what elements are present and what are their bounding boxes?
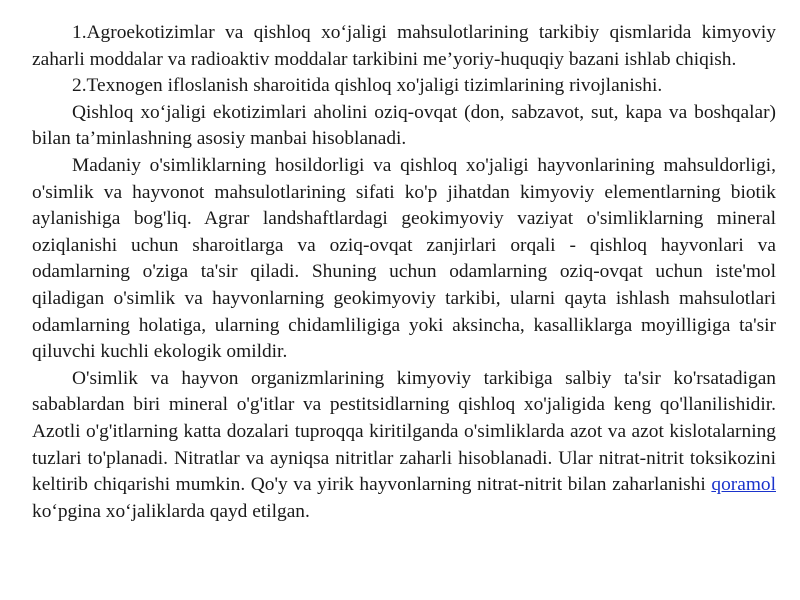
paragraph-1: 1.Agroekotizimlar va qishloq xo‘jaligi mahsulotlarining tarkibiy qismlarida kimyoviy zaharli moddalar va radioaktiv moddalar tarkibini me’yoriy-huquqiy bazani ishlab chiqish. — [32, 22, 776, 70]
paragraph-5-text: O'simlik va hayvon organizmlarining kimyoviy tarkibiga salbiy ta'sir ko'rsatadigan sabablardan biri mineral o'g'itlar va pestitsidlarning qishloq xo'jaligida keng qo'llanilishidir. Azotli o'g'itlarning katta dozalari tuproqqa kiritilganda o'simliklarda azot va azot kislotalarning tuzlari to'planadi. Nitratlar va ayniqsa nitritlar zaharli hisoblanadi. Ular nitrat-nitrit toksikozini keltirib chiqarishi mumkin. Qo'y va yirik hayvonlarning nitrat-nitrit bilan zaharlanishi — [32, 367, 776, 496]
paragraph-3: Qishloq xo‘jaligi ekotizimlari aholini oziq-ovqat (don, sabzavot, sut, kapa va boshqalar) bilan ta’minlashning asosiy manbai hisoblanadi. — [32, 101, 776, 150]
paragraph-5 — [32, 366, 776, 526]
paragraph-4: Madaniy o'simliklarning hosildorligi va qishloq xo'jaligi hayvonlarining mahsuldorligi, o'simlik va hayvonot mahsulotlarining sifati ko'p jihatdan kimyoviy elementlarning biotik aylanishiga bog'liq. Agrar landshaftlardagi geokimyoviy vaziyat o'simliklarning mineral oziqlanishi uchun sharoitlarga va oziq-ovqat zanjirlari orqali - qishloq hayvonlari va odamlarning o'ziga ta'sir qiladi. Shuning uchun odamlarning oziq-ovqat uchun iste'mol qiladigan o'simlik va hayvonlarning geokimyoviy tarkibi, ularni qayta ishlash mahsulotlari odamlarning holatiga, ularning chidamliligiga yoki aksincha, kasalliklarga moyilligiga ta'sir qiluvchi kuchli ekologik omildir. — [32, 154, 776, 363]
qoramol-link[interactable]: qoramol — [711, 474, 776, 496]
paragraph-5-tail: ko‘pgina xo‘jaliklarda qayd etilgan. — [32, 500, 310, 522]
document-page — [32, 20, 776, 525]
paragraph-2: 2.Texnogen ifloslanish sharoitida qishloq xo'jaligi tizimlarining rivojlanishi. — [72, 75, 663, 97]
